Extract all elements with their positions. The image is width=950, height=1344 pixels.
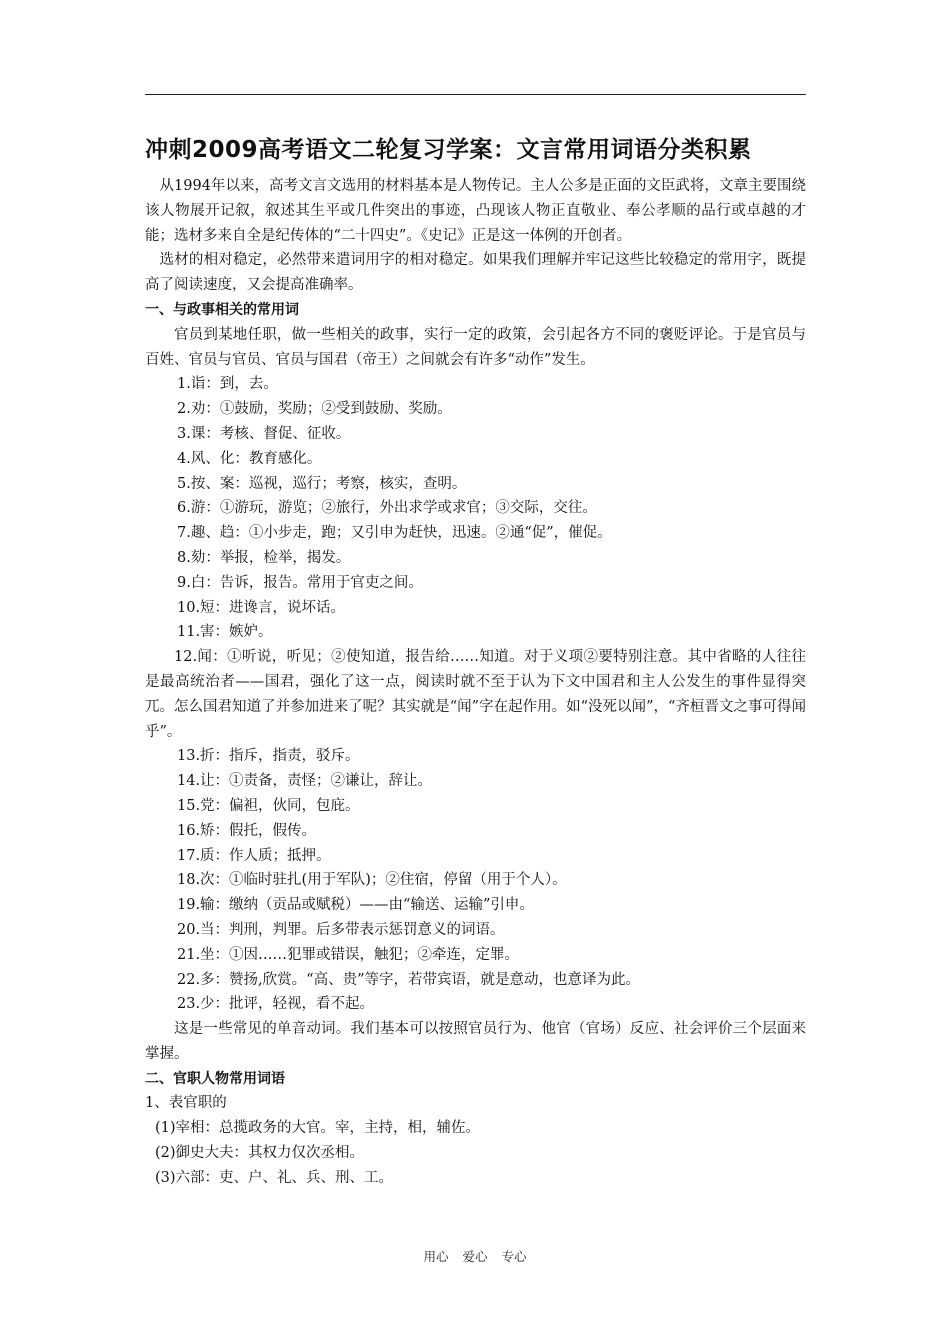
section-2-subheading: 1、表官职的 [145, 1095, 227, 1112]
list-item: (2)御史大夫：其权力仅次丞相。 [155, 1145, 365, 1162]
list-item: 12.闻：①听说，听见；②使知道，报告给……知道。对于义项②要特别注意。其中省略的人往往是最高统治者——国君，强化了这一点，阅读时就不至于认为下文中国君和主人公发生的事件显得突兀。怎么国君知道了并参加进来了呢？其实就是“闻”字在起作用。如“没死以闻”，“齐桓晋文之事可得闻乎”。 [145, 649, 806, 740]
list-item: 10.短：进谗言，说坏话。 [177, 599, 346, 616]
list-item: 21.坐：①因……犯罪或错误，触犯；②牵连，定罪。 [177, 946, 520, 963]
page-footer: 用心 爱心 专心 [423, 1249, 527, 1264]
list-item: 17.质：作人质；抵押。 [177, 847, 331, 864]
section-1-intro: 官员到某地任职，做一些相关的政事，实行一定的政策，会引起各方不同的褒贬评论。于是官员与百姓、官员与官员、官员与国君（帝王）之间就会有许多“动作”发生。 [145, 326, 806, 368]
list-item: 18.次：①临时驻扎(用于军队)；②住宿，停留（用于个人）。 [177, 872, 567, 889]
list-item: (1)宰相：总揽政务的大官。宰，主持，相，辅佐。 [155, 1120, 481, 1137]
section-1-summary: 这是一些常见的单音动词。我们基本可以按照官员行为、他官（官场）反应、社会评价三个层面来掌握。 [145, 1021, 806, 1062]
list-item: 15.党：偏袒，伙同，包庇。 [177, 797, 360, 814]
header-rule [145, 94, 806, 95]
list-item: 16.矫：假托，假传。 [177, 822, 317, 839]
section-1-word-list [145, 372, 806, 1017]
list-item: 4.风、化：教育感化。 [177, 450, 322, 467]
list-item: 14.让：①责备，责怪；②谦让，辞让。 [177, 773, 433, 790]
intro-paragraph-1: 从1994年以来，高考文言文选用的材料基本是人物传记。主人公多是正面的文臣武将，文章主要围绕该人物展开记叙，叙述其生平或几件突出的事迹，凸现该人物正直敬业、奉公孝顺的品行或卓越的才能；选材多来自全是纪传体的“二十四史”。《史记》正是这一体例的开创者。 [145, 178, 806, 244]
section-2-list [145, 1116, 806, 1190]
list-item: 5.按、案：巡视，巡行；考察，核实，查明。 [177, 475, 467, 492]
list-item: 11.害：嫉妒。 [177, 624, 273, 641]
list-item: 1.诣：到，去。 [177, 376, 278, 393]
list-item: 23.少：批评，轻视，看不起。 [177, 996, 375, 1013]
intro-paragraph-2: 选材的相对稳定，必然带来遣词用字的相对稳定。如果我们理解并牢记这些比较稳定的常用字，既提高了阅读速度，又会提高准确率。 [145, 252, 806, 294]
list-item: 6.游：①游玩，游览；②旅行，外出求学或求官；③交际，交往。 [177, 500, 597, 517]
list-item: (3)六部：吏、户、礼、兵、刑、工。 [155, 1169, 394, 1186]
list-item: 13.折：指斥，指责，驳斥。 [177, 748, 360, 765]
list-item: 3.课：考核、督促、征收。 [177, 425, 351, 442]
list-item: 9.白：告诉，报告。常用于官吏之间。 [177, 574, 423, 591]
list-item: 2.劝：①鼓励，奖励；②受到鼓励、奖励。 [177, 401, 452, 418]
section-2-heading: 二、官职人物常用词语 [145, 1070, 285, 1087]
list-item: 8.劾：举报，检举，揭发。 [177, 549, 351, 566]
list-item: 20.当：判刑，判罪。后多带表示惩罚意义的词语。 [177, 921, 505, 938]
document-title: 冲刺2009高考语文二轮复习学案：文言常用词语分类积累 [145, 137, 752, 163]
document-body [145, 130, 806, 1191]
list-item: 22.多：赞扬,欣赏。“高、贵”等字，若带宾语，就是意动，也意译为此。 [177, 971, 640, 988]
list-item: 7.趣、趋：①小步走，跑；又引申为赶快，迅速。②通“促”，催促。 [177, 525, 612, 542]
list-item: 19.输：缴纳（贡品或赋税）——由“输送、运输”引申。 [177, 897, 534, 914]
section-1-heading: 一、与政事相关的常用词 [145, 301, 299, 318]
